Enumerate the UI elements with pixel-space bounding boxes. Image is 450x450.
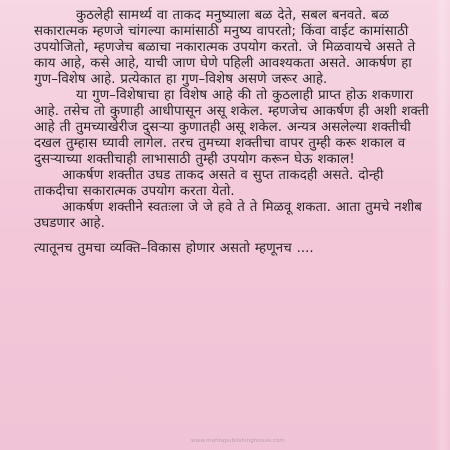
paragraph-gap bbox=[34, 232, 432, 241]
paragraph-5: त्यातूनच तुमचा व्यक्ति–विकास होणार असतो म्हणूनच .... bbox=[34, 241, 314, 256]
paragraph-2: या गुण–विशेषाचा हा विशेष आहे की तो कुठलाही प्राप्त होऊ शकणारा आहे. तसेच तो कुणाही आधीपासून असू शकेल. म्हणजेच आकर्षण ही अशी शक्ती आहे ती तुमच्याखेरीज दुसऱ्या कुणातही असू शकेल. अन्यत्र असलेल्या शक्तीची दखल तुम्हास घ्यावी लागेल. तरच तुमच्या शक्तीचा वापर तुम्ही करू शकाल व दुसऱ्याच्या शक्तीचाही लाभासाठी तुम्ही उपयोग करून घेऊ शकाल! bbox=[34, 88, 429, 167]
page-edge-highlight bbox=[435, 0, 450, 450]
publisher-watermark: www.mehtapublishinghouse.com bbox=[191, 438, 285, 444]
paragraph-4: आकर्षण शक्तीने स्वतःला जे जे हवे ते ते मिळवू शकता. आता तुमचे नशीब उघडणार आहे. bbox=[34, 200, 422, 231]
paragraph-3: आकर्षण शक्तीत उघड ताकद असते व सुप्त ताकदही असते. दोन्ही ताकदीचा सकारात्मक उपयोग करता येतो. bbox=[34, 168, 384, 199]
paragraph-1: कुठलेही सामर्थ्य वा ताकद मनुष्याला बळ देते, सबल बनवते. बळ सकारात्मक म्हणजे चांगल्या कामांसाठी मनुष्य वापरतो; किंवा वाईट कामांसाठी उपयोजितो, म्हणजेच बळाचा नकारात्मक उपयोग करतो. जे मिळवायचे असते ते काय आहे, कसे आहे, याची जाण घेणे पहिली आवश्यकता असते. आकर्षण हा गुण–विशेष आहे. प्रत्येकात हा गुण–विशेष असणे जरूर आहे. bbox=[34, 8, 416, 87]
